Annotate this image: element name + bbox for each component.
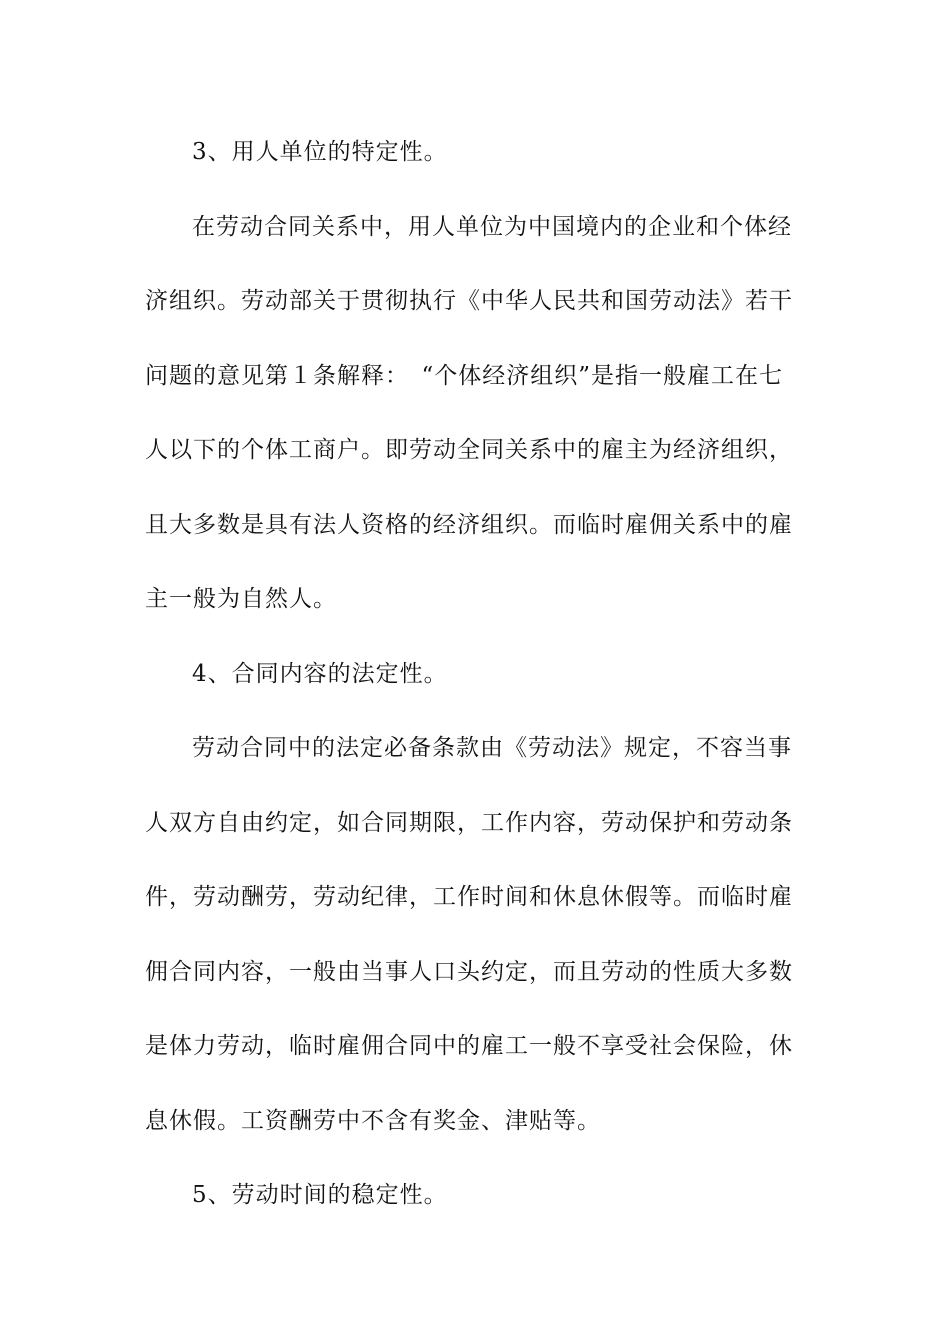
paragraph-line: 人以下的个体工商户。即劳动全同关系中的雇主为经济组织，: [145, 437, 793, 463]
paragraph-line: 主一般为自然人。: [145, 586, 337, 612]
paragraph-line: 劳动合同中的法定必备条款由《劳动法》规定，不容当事: [192, 735, 792, 761]
heading-5: 5、劳动时间的稳定性。: [192, 1182, 448, 1208]
paragraph-line: 人双方自由约定，如合同期限，工作内容，劳动保护和劳动条: [145, 809, 793, 836]
document-body: [145, 115, 810, 1233]
paragraph-line: 息休假。工资酬劳中不含有奖金、津贴等。: [145, 1107, 601, 1134]
paragraph-line: 济组织。劳动部关于贯彻执行《中华人民共和国劳动法》若干: [145, 288, 793, 314]
paragraph-line: 且大多数是具有法人资格的经济组织。而临时雇佣关系中的雇: [145, 511, 793, 538]
heading-4: 4、合同内容的法定性。: [192, 660, 448, 687]
heading-3: 3、用人单位的特定性。: [192, 139, 448, 165]
paragraph-line: 件，劳动酬劳，劳动纪律，工作时间和休息休假等。而临时雇: [145, 884, 793, 910]
paragraph-line: 佣合同内容，一般由当事人口头约定，而且劳动的性质大多数: [145, 958, 793, 985]
paragraph-line: 问题的意见第１条解释： “个体经济组织”是指一般雇工在七: [145, 362, 784, 389]
paragraph-line: 在劳动合同关系中，用人单位为中国境内的企业和个体经: [192, 213, 792, 240]
paragraph-line: 是体力劳动，临时雇佣合同中的雇工一般不享受社会保险，休: [145, 1033, 793, 1059]
